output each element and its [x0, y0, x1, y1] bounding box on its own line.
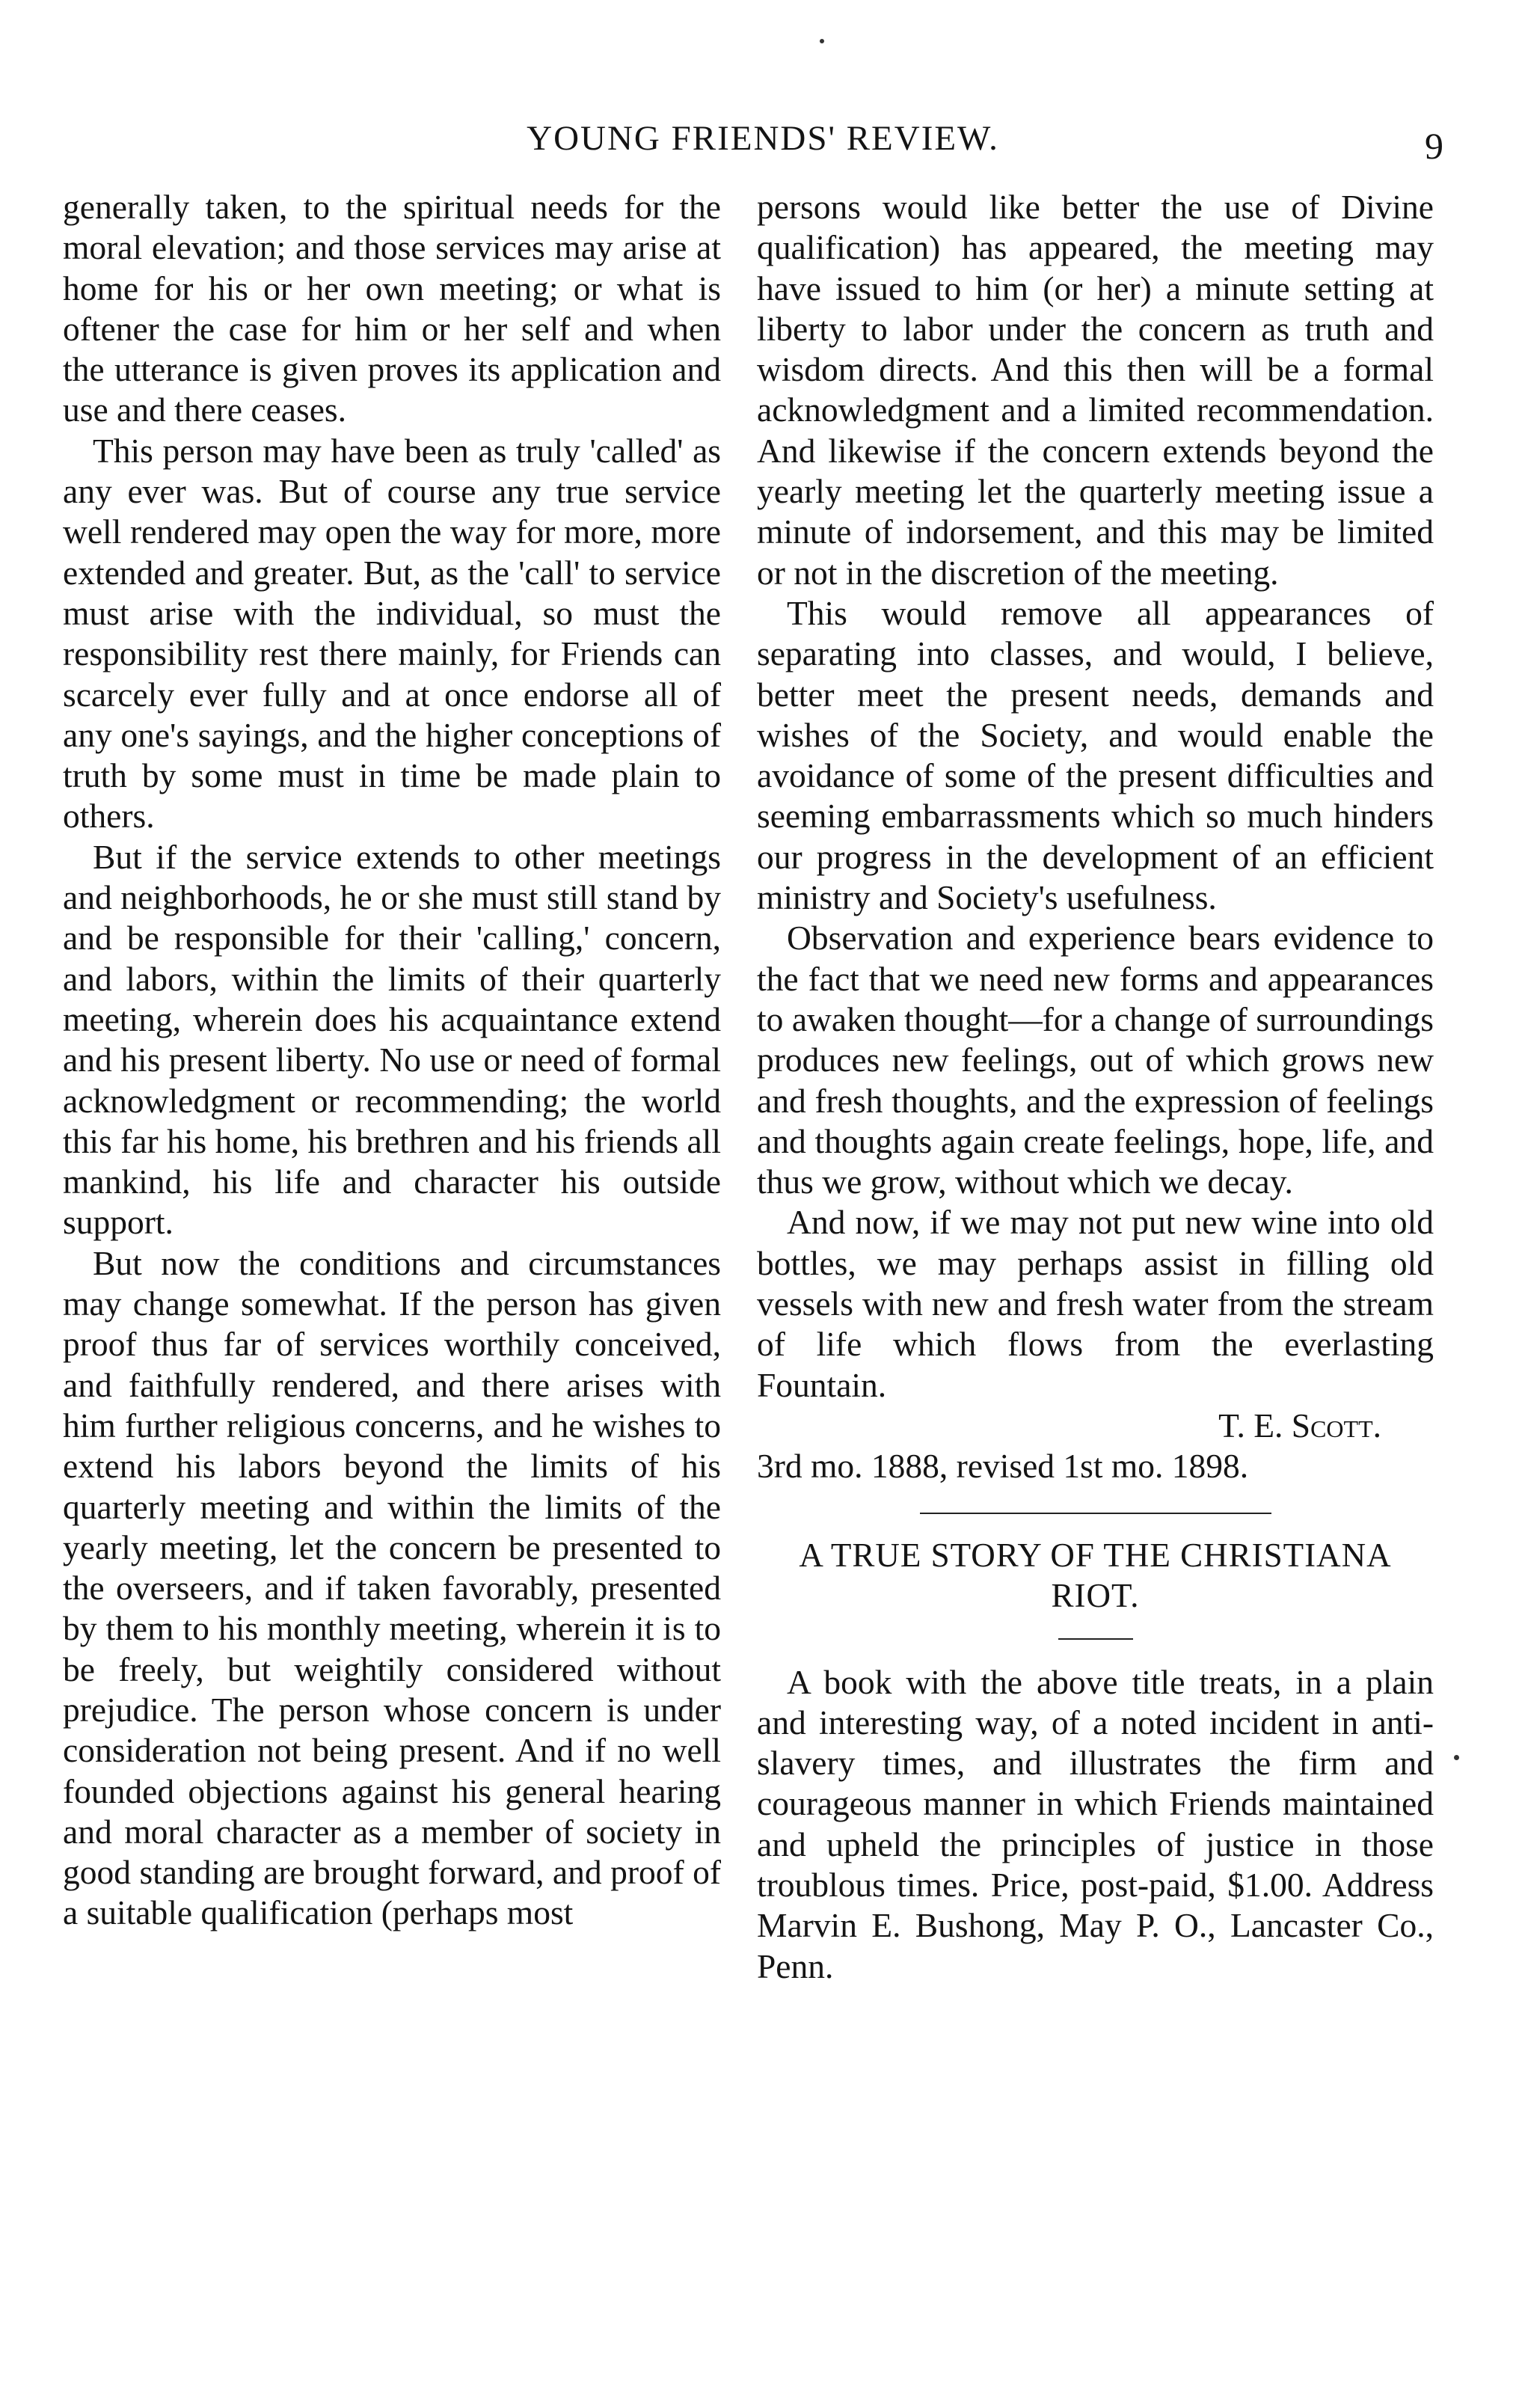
print-speck [820, 39, 824, 43]
paragraph: But if the service extends to other meetings and neighborhoods, he or she must still stand by and be responsible for their 'calling,' concern, and labors, within the limits of their quarterly meeting, wherein does his acquaintance extend and his present liberty. No use or need of formal acknowledgment or recommending; the world this far his home, his brethren and his friends all mankind, his life and character his outside support. [63, 837, 721, 1242]
paragraph: persons would like better the use of Divine qualification) has appeared, the meeting may have issued to him (or her) a minute setting at liberty to labor under the concern as truth and wisdom directs. And this then will be a formal acknowledgment and a limited recommendation. And likewise if the concern extends beyond the yearly meeting let the quarterly meeting issue a minute of indorsement, and this may be limited or not in the discretion of the meeting. [757, 188, 1434, 592]
section-divider [920, 1513, 1271, 1514]
left-column [63, 187, 721, 1934]
article-body: A book with the above title treats, in a plain and interesting way, of a noted incident in anti-slavery times, and illustrates the firm and courageous manner in which Friends maintained and upheld the principles of justice in those troublous times. Price, post-paid, $1.00. Address Marvin E. Bushong, May P. O., Lancaster Co., Penn. [757, 1662, 1434, 1985]
author-signature [757, 1406, 1434, 1446]
title-divider [1058, 1638, 1133, 1640]
paragraph: And now, if we may not put new wine into old bottles, we may perhaps assist in filling old vessels with new and fresh water from the stream of life which flows from the everlasting Fountain. [757, 1203, 1434, 1404]
right-column [757, 187, 1434, 1987]
paragraph: This would remove all appearances of separating into classes, and would, I believe, better meet the present needs, demands and wishes of the Society, and would enable the avoidance of some of the present difficulties and seeming embarrassments which so much hinders our progress in the development of an efficient ministry and Society's usefulness. [757, 593, 1434, 917]
author-name: T. E. Scott. [1218, 1406, 1381, 1445]
running-title: YOUNG FRIENDS' REVIEW. [527, 119, 999, 158]
paragraph: But now the conditions and circumstances may change somewhat. If the person has given proof thus far of services worthily conceived, and faithfully rendered, and there arises with him further religious concerns, and he wishes to extend his labors beyond the limits of his quarterly meeting and within the limits of the yearly meeting, let the concern be presented to the overseers, and if taken favorably, presented by them to his monthly meeting, wherein it is to be freely, but weightily considered without prejudice. The person whose concern is under consideration not being present. And if no well founded objections against his general hearing and moral character as a member of society in good standing are brought forward, and proof of a suitable qualification (perhaps most [63, 1243, 721, 1932]
article-title: A TRUE STORY OF THE CHRISTIANA RIOT. [799, 1536, 1392, 1614]
running-header [60, 118, 1466, 171]
paragraph: This person may have been as truly 'called' as any ever was. But of course any true service well rendered may open the way for more, more extended and greater. But, as the 'call' to service must arise with the individual, so must the responsibility rest there mainly, for Friends can scarcely ever fully and at once endorse all of any one's sayings, and the higher conceptions of truth by some must in time be made plain to others. [63, 431, 721, 836]
paragraph: generally taken, to the spiritual needs for the moral elevation; and those services may arise at home for his or her own meeting; or what is oftener the case for him or her self and when the utterance is given proves its application and use and there ceases. [63, 188, 721, 429]
dateline: 3rd mo. 1888, revised 1st mo. 1898. [757, 1447, 1249, 1486]
paragraph: Observation and experience bears evidence to the fact that we need new forms and appearances to awaken thought—for a change of surroundings produces new feelings, out of which grows new and fresh thoughts, and the expression of feelings and thoughts again create feelings, hope, life, and thus we grow, without which we decay. [757, 919, 1434, 1201]
page-number: 9 [1425, 125, 1443, 167]
print-speck [1454, 1755, 1459, 1760]
